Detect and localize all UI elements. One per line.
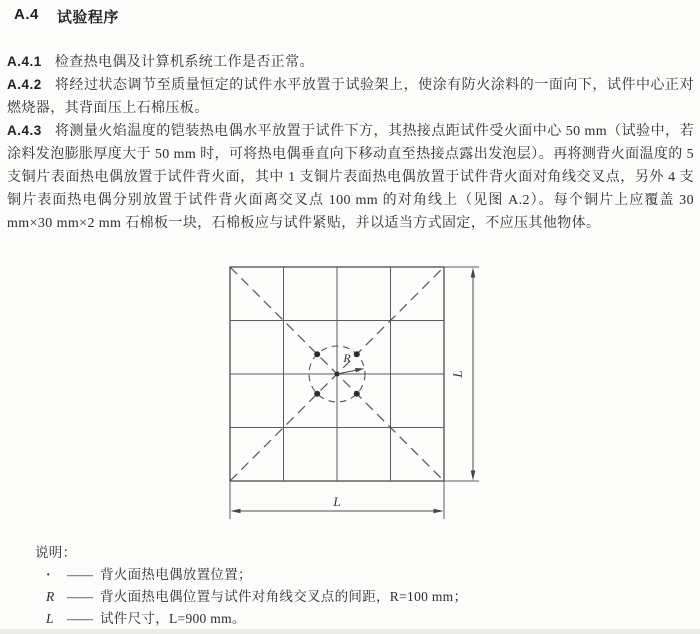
specimen-thermocouple-layout-figure xyxy=(180,250,510,540)
clause-a4-2-number: A.4.2 xyxy=(7,77,42,92)
thermocouple-dot-bottom-left xyxy=(314,391,320,397)
thermocouple-dot-bottom-right xyxy=(354,391,360,397)
legend-dash: —— xyxy=(67,589,92,604)
section-heading xyxy=(14,6,119,27)
clause-a4-3-text: 将测量火焰温度的铠装热电偶水平放置于试件下方，其热接点距试件受火面中心 50 mm（试验中，若涂料发泡膨胀厚度大于 50 mm 时，可将热电偶垂直向下移动直至热接点露出发泡层）。再将测背火面温度的 5 支铜片表面热电偶放置于试件背火面，其中 1 支铜片表面热电偶放置于试件背火面对角线交叉点，另外 4 支铜片表面热电偶分别放置于试件背火面离交叉点 100 mm 的对角线上（见图 A.2）。每个铜片上应覆盖 30 mm×30 mm×2 mm 石棉板一块，石棉板应与试件紧贴，并以适当方式固定，不应压其他物体。 xyxy=(7,124,694,231)
legend-item-radius xyxy=(35,585,675,607)
clause-a4-3 xyxy=(7,119,694,235)
thermocouple-dot-top-right xyxy=(354,351,360,357)
clause-a4-3-number: A.4.3 xyxy=(7,123,42,138)
radius-annotation xyxy=(337,351,365,374)
radius-label: R xyxy=(343,351,351,365)
legend-item-specimen-size xyxy=(35,607,675,629)
clause-a4-2 xyxy=(7,73,694,120)
clause-a4-2-text: 将经过状态调节至质量恒定的试件水平放置于试验架上，使涂有防火涂料的一面向下，试件中心正对燃烧器，其背面压上石棉压板。 xyxy=(7,78,694,116)
section-number: A.4 xyxy=(14,6,39,23)
dimension-arrow-right xyxy=(434,509,444,514)
legend-title: 说明： xyxy=(35,545,77,560)
clause-a4-1-number: A.4.1 xyxy=(7,54,42,69)
legend-symbol-r: R xyxy=(46,589,55,604)
legend-text-specimen-size: 试件尺寸，L=900 mm。 xyxy=(100,611,246,626)
vertical-dimension-label: L xyxy=(450,370,465,378)
thermocouple-dot-top-left xyxy=(314,351,320,357)
scan-artifact-band xyxy=(0,629,700,634)
figure-legend xyxy=(35,541,675,629)
legend-text-thermocouple-position: 背火面热电偶放置位置； xyxy=(100,567,252,582)
legend-item-thermocouple-position xyxy=(35,563,675,585)
legend-symbol-dot: · xyxy=(46,567,51,582)
dimension-arrow-down xyxy=(471,471,476,481)
clause-a4-1 xyxy=(7,50,694,74)
dimension-arrow-up xyxy=(471,268,476,278)
horizontal-dimension-label: L xyxy=(333,494,341,509)
legend-dash: —— xyxy=(67,567,92,582)
legend-symbol-l: L xyxy=(46,611,54,626)
radius-leader-line xyxy=(337,370,357,374)
radius-arrowhead xyxy=(355,368,364,372)
section-title: 试验程序 xyxy=(56,9,119,26)
vertical-dimension xyxy=(450,268,475,481)
legend-dash: —— xyxy=(67,611,92,626)
legend-text-radius: 背火面热电偶位置与试件对角线交叉点的间距，R=100 mm； xyxy=(100,589,468,604)
dimension-arrow-left xyxy=(231,509,241,514)
clause-a4-1-text: 检查热电偶及计算机系统工作是否正常。 xyxy=(54,55,314,70)
horizontal-dimension xyxy=(231,494,444,513)
